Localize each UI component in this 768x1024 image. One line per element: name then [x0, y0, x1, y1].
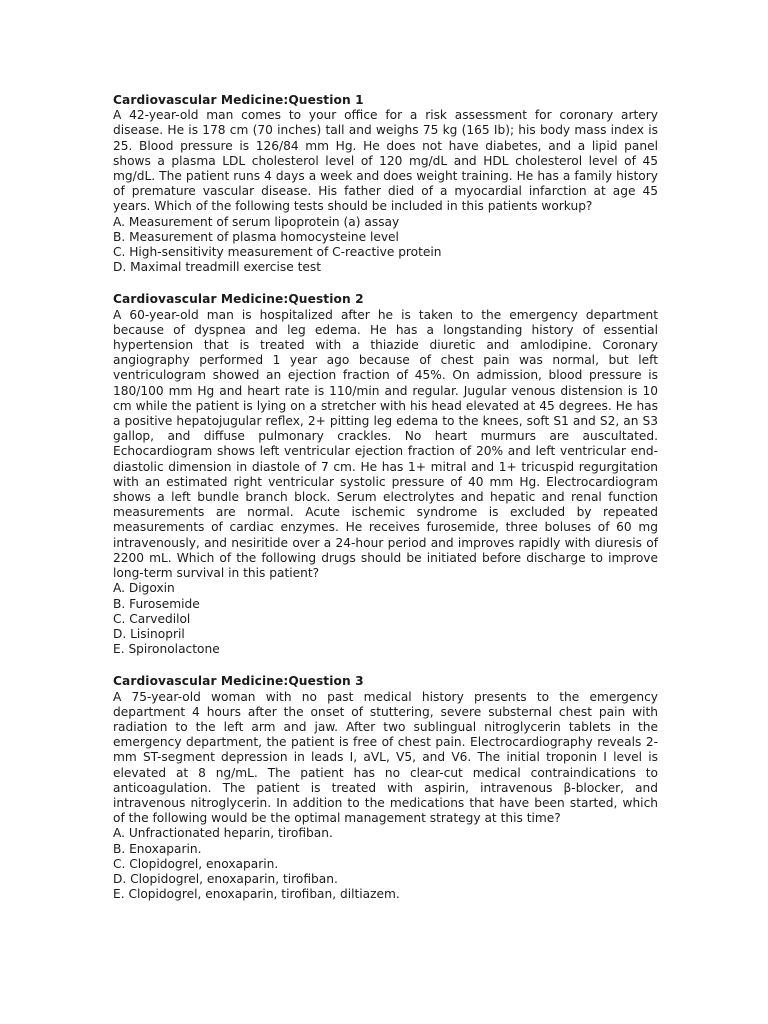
- question-stem: A 75-year-old woman with no past medical history presents to the emergency department 4 hours after the onset of stuttering, severe substernal chest pain with radiation to the left arm and jaw. After two sublingual nitroglycerin tablets in the emergency department, the patient is free of chest pain. Electrocardiography reveals 2-mm ST-segment depression in leads I, aVL, V5, and V6. The initial troponin I level is elevated at 8 ng/mL. The patient has no clear-cut medical contraindications to anticoagulation. The patient is treated with aspirin, intravenous β-blocker, and intravenous nitroglycerin. In addition to the medications that have been started, which of the following would be the optimal management strategy at this time?: [113, 689, 658, 826]
- question-1: [113, 93, 658, 275]
- document-page: [113, 93, 658, 919]
- answer-option: C. Carvedilol: [113, 611, 191, 626]
- answer-option: A. Digoxin: [113, 581, 175, 596]
- question-title: Cardiovascular Medicine:Question 1: [113, 93, 364, 107]
- answer-option: C. High-sensitivity measurement of C-reactive protein: [113, 245, 442, 260]
- answer-option: D. Lisinopril: [113, 626, 185, 641]
- question-stem: A 42-year-old man comes to your office for a risk assessment for coronary artery disease. He is 178 cm (70 inches) tall and weighs 75 kg (165 Ib); his body mass index is 25. Blood pressure is 126/84 mm Hg. He does not have diabetes, and a lipid panel shows a plasma LDL cholesterol level of 120 mg/dL and HDL cholesterol level of 45 mg/dL. The patient runs 4 days a week and does weight training. He has a family history of premature vascular disease. His father died of a myocardial infarction at age 45 years. Which of the following tests should be included in this patients workup?: [113, 108, 658, 214]
- question-title: Cardiovascular Medicine:Question 2: [113, 292, 364, 307]
- answer-option: B. Furosemide: [113, 596, 200, 611]
- question-title: Cardiovascular Medicine:Question 3: [113, 674, 364, 689]
- question-3: [113, 674, 658, 902]
- answer-option: C. Clopidogrel, enoxaparin.: [113, 856, 279, 871]
- answer-options: [113, 581, 658, 657]
- answer-options: [113, 826, 658, 902]
- answer-option: D. Clopidogrel, enoxaparin, tirofiban.: [113, 871, 338, 886]
- answer-option: D. Maximal treadmill exercise test: [113, 260, 322, 275]
- answer-options: [113, 215, 658, 276]
- answer-option: A. Unfractionated heparin, tirofiban.: [113, 826, 333, 841]
- question-stem: A 60-year-old man is hospitalized after he is taken to the emergency department because of dyspnea and leg edema. He has a longstanding history of essential hypertension that is treated with a thiazide diuretic and amlodipine. Coronary angiography performed 1 year ago because of chest pain was normal, but left ventriculogram showed an ejection fraction of 45%. On admission, blood pressure is 180/100 mm Hg and heart rate is 110/min and regular. Jugular venous distension is 10 cm while the patient is lying on a stretcher with his head elevated at 45 degrees. He has a positive hepatojugular reflex, 2+ pitting leg edema to the knees, soft S1 and S2, an S3 gallop, and diffuse pulmonary crackles. No heart murmurs are auscultated. Echocardiogram shows left ventricular ejection fraction of 20% and left ventricular end-diastolic dimension in diastole of 7 cm. He has 1+ mitral and 1+ tricuspid regurgitation with an estimated right ventricular systolic pressure of 40 mm Hg. Electrocardiogram shows a left bundle branch block. Serum electrolytes and hepatic and renal function measurements are normal. Acute ischemic syndrome is excluded by repeated measurements of cardiac enzymes. He receives furosemide, three boluses of 60 mg intravenously, and nesiritide over a 24-hour period and improves rapidly with diuresis of 2200 mL. Which of the following drugs should be initiated before discharge to improve long-term survival in this patient?: [113, 307, 658, 581]
- answer-option: B. Measurement of plasma homocysteine level: [113, 229, 399, 244]
- question-2: [113, 292, 658, 657]
- answer-option: B. Enoxaparin.: [113, 841, 202, 856]
- answer-option: E. Clopidogrel, enoxaparin, tirofiban, diltiazem.: [113, 887, 400, 902]
- answer-option: A. Measurement of serum lipoprotein (a) assay: [113, 214, 400, 229]
- answer-option: E. Spironolactone: [113, 642, 220, 657]
